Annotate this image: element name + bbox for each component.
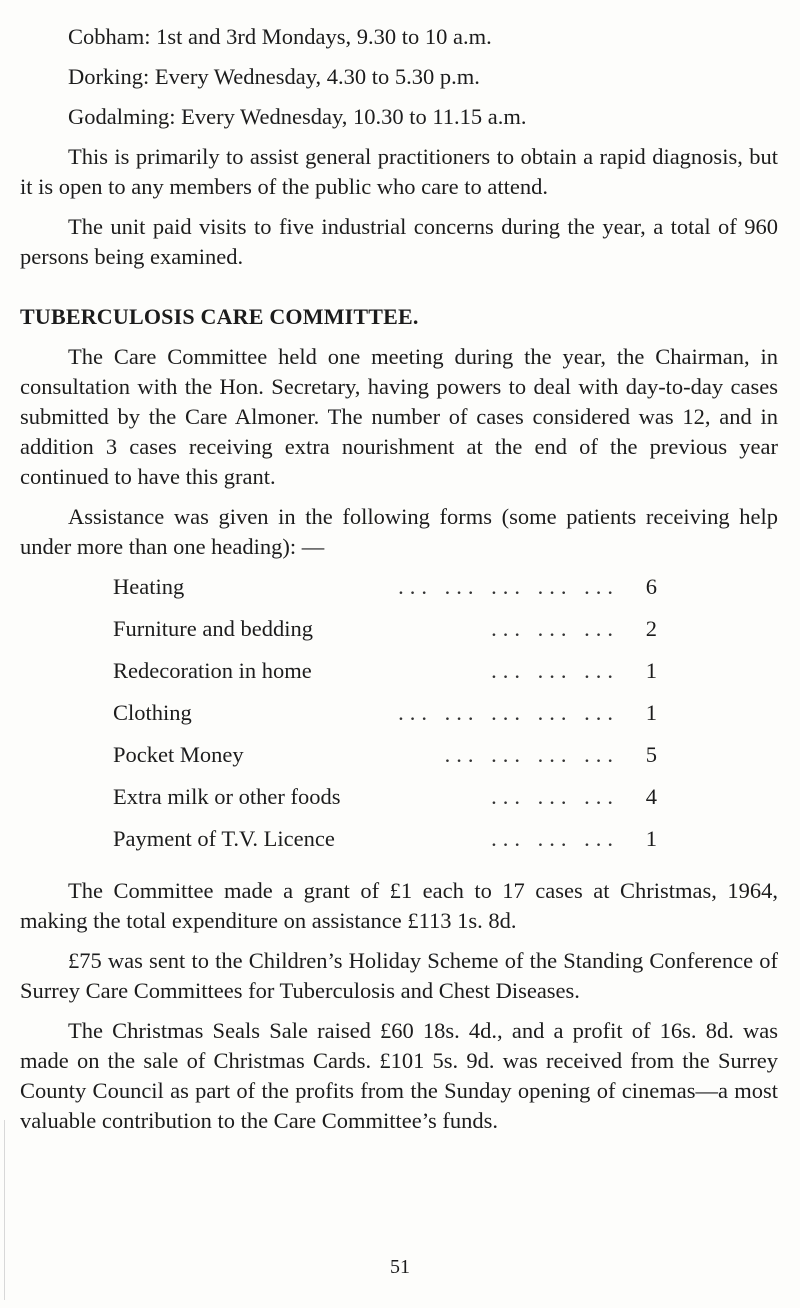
clinic-schedule-dorking: Dorking: Every Wednesday, 4.30 to 5.30 p.m. xyxy=(68,64,480,89)
clinic-schedule-cobham: Cobham: 1st and 3rd Mondays, 9.30 to 10 a.m. xyxy=(68,24,492,49)
assistance-label: Extra milk or other foods xyxy=(113,784,341,809)
assistance-value: 5 xyxy=(645,742,657,767)
dot-leader: ... ... ... ... xyxy=(444,742,619,767)
assistance-row xyxy=(113,656,657,698)
section-heading: TUBERCULOSIS CARE COMMITTEE. xyxy=(20,304,419,329)
assistance-value: 4 xyxy=(645,784,657,809)
assistance-label: Payment of T.V. Licence xyxy=(113,826,335,851)
assistance-value: 6 xyxy=(645,574,657,599)
paragraph-holiday-scheme: £75 was sent to the Children’s Holiday Scheme of the Standing Conference of Surrey Care Committees for Tuberculosis and Chest Diseases. xyxy=(20,948,778,1003)
dot-leader: ... ... ... ... ... xyxy=(398,700,619,725)
paragraph-purpose: This is primarily to assist general practitioners to obtain a rapid diagnosis, but it is open to any members of the public who care to attend. xyxy=(20,144,778,199)
assistance-row xyxy=(113,572,657,614)
assistance-value: 1 xyxy=(645,658,657,683)
page-number: 51 xyxy=(390,1256,410,1278)
assistance-value: 1 xyxy=(645,700,657,725)
paragraph-christmas-grant: The Committee made a grant of £1 each to 17 cases at Christmas, 1964, making the total expenditure on assistance £113 1s. 8d. xyxy=(20,878,778,933)
clinic-schedule-godalming: Godalming: Every Wednesday, 10.30 to 11.15 a.m. xyxy=(68,104,527,129)
assistance-label: Heating xyxy=(113,574,185,599)
dot-leader: ... ... ... xyxy=(491,826,619,851)
assistance-row xyxy=(113,740,657,782)
dot-leader: ... ... ... xyxy=(491,784,619,809)
assistance-row xyxy=(113,824,657,866)
paragraph-assistance-intro: Assistance was given in the following forms (some patients receiving help under more than one heading): — xyxy=(20,504,778,559)
assistance-row xyxy=(113,782,657,824)
assistance-row xyxy=(113,614,657,656)
assistance-table xyxy=(113,572,657,866)
assistance-label: Redecoration in home xyxy=(113,658,312,683)
dot-leader: ... ... ... xyxy=(491,658,619,683)
page-content xyxy=(20,22,778,1146)
assistance-value: 1 xyxy=(645,826,657,851)
paragraph-care-committee: The Care Committee held one meeting during the year, the Chairman, in consultation with the Hon. Secretary, having powers to deal with day-to-day cases submitted by the Care Almoner. The number of cases considered was 12, and in addition 3 cases receiving extra nourishment at the end of the previous year continued to have this grant. xyxy=(20,344,778,489)
dot-leader: ... ... ... ... ... xyxy=(398,574,619,599)
dot-leader: ... ... ... xyxy=(491,616,619,641)
assistance-label: Clothing xyxy=(113,700,192,725)
assistance-label: Pocket Money xyxy=(113,742,244,767)
assistance-label: Furniture and bedding xyxy=(113,616,313,641)
paragraph-christmas-seals: The Christmas Seals Sale raised £60 18s. 4d., and a profit of 16s. 8d. was made on the sale of Christmas Cards. £101 5s. 9d. was received from the Surrey County Council as part of the profits from the Sunday opening of cinemas—a most valuable contribution to the Care Committee’s funds. xyxy=(20,1018,778,1133)
assistance-value: 2 xyxy=(645,616,657,641)
assistance-row xyxy=(113,698,657,740)
paragraph-industrial-visits: The unit paid visits to five industrial concerns during the year, a total of 960 persons being examined. xyxy=(20,214,778,269)
